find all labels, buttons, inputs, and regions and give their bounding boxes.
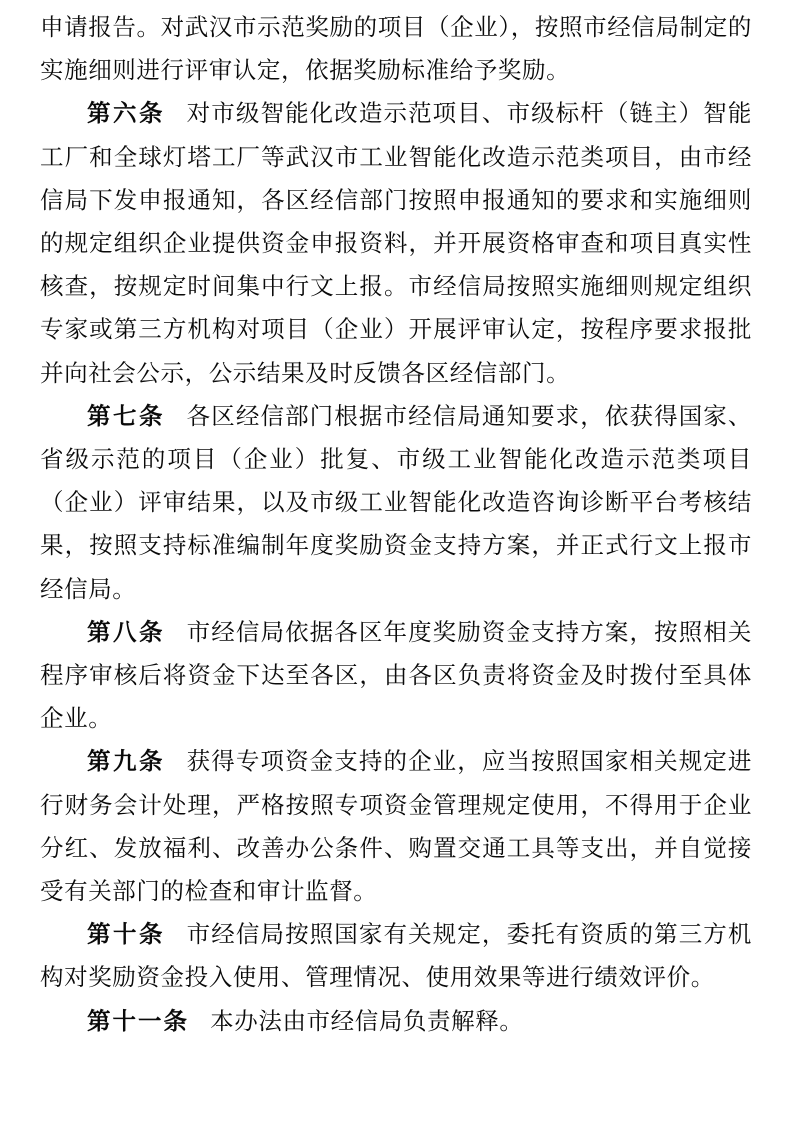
paragraph-continuation: 申请报告。对武汉市示范奖励的项目（企业），按照市经信局制定的实施细则进行评审认定，依据奖励标准给予奖励。: [40, 13, 752, 85]
article-label-8: 第八条: [87, 617, 166, 646]
document-body: [40, 6, 752, 1043]
article-label-11: 第十一条: [87, 1006, 189, 1035]
paragraph-article-6: [40, 92, 752, 394]
article-label-10: 第十条: [87, 920, 166, 949]
paragraph-article-7: [40, 395, 752, 611]
article-label-6: 第六条: [87, 99, 166, 128]
paragraph-article-10: [40, 913, 752, 999]
paragraph-article-8: [40, 611, 752, 741]
article-text-6: 对市级智能化改造示范项目、市级标杆（链主）智能工厂和全球灯塔工厂等武汉市工业智能化改造示范类项目，由市经信局下发申报通知，各区经信部门按照申报通知的要求和实施细则的规定组织企业提供资金申报资料，并开展资格审查和项目真实性核查，按规定时间集中行文上报。市经信局按照实施细则规定组织专家或第三方机构对项目（企业）开展评审认定，按程序要求报批并向社会公示，公示结果及时反馈各区经信部门。: [40, 99, 752, 387]
paragraph-article-11: [40, 1000, 752, 1043]
article-text-8: 市经信局依据各区年度奖励资金支持方案，按照相关程序审核后将资金下达至各区，由各区负责将资金及时拨付至具体企业。: [40, 617, 752, 733]
article-text-10: 市经信局按照国家有关规定，委托有资质的第三方机构对奖励资金投入使用、管理情况、使用效果等进行绩效评价。: [40, 920, 752, 992]
article-text-11: 本办法由市经信局负责解释。: [210, 1006, 524, 1035]
article-text-9: 获得专项资金支持的企业，应当按照国家相关规定进行财务会计处理，严格按照专项资金管理规定使用，不得用于企业分红、发放福利、改善办公条件、购置交通工具等支出，并自觉接受有关部门的检查和审计监督。: [40, 747, 752, 906]
article-text-7: 各区经信部门根据市经信局通知要求，依获得国家、省级示范的项目（企业）批复、市级工业智能化改造示范类项目（企业）评审结果，以及市级工业智能化改造咨询诊断平台考核结果，按照支持标准编制年度奖励资金支持方案，并正式行文上报市经信局。: [40, 401, 752, 603]
article-label-9: 第九条: [87, 747, 166, 776]
paragraph-article-9: [40, 740, 752, 913]
article-label-7: 第七条: [87, 401, 166, 430]
